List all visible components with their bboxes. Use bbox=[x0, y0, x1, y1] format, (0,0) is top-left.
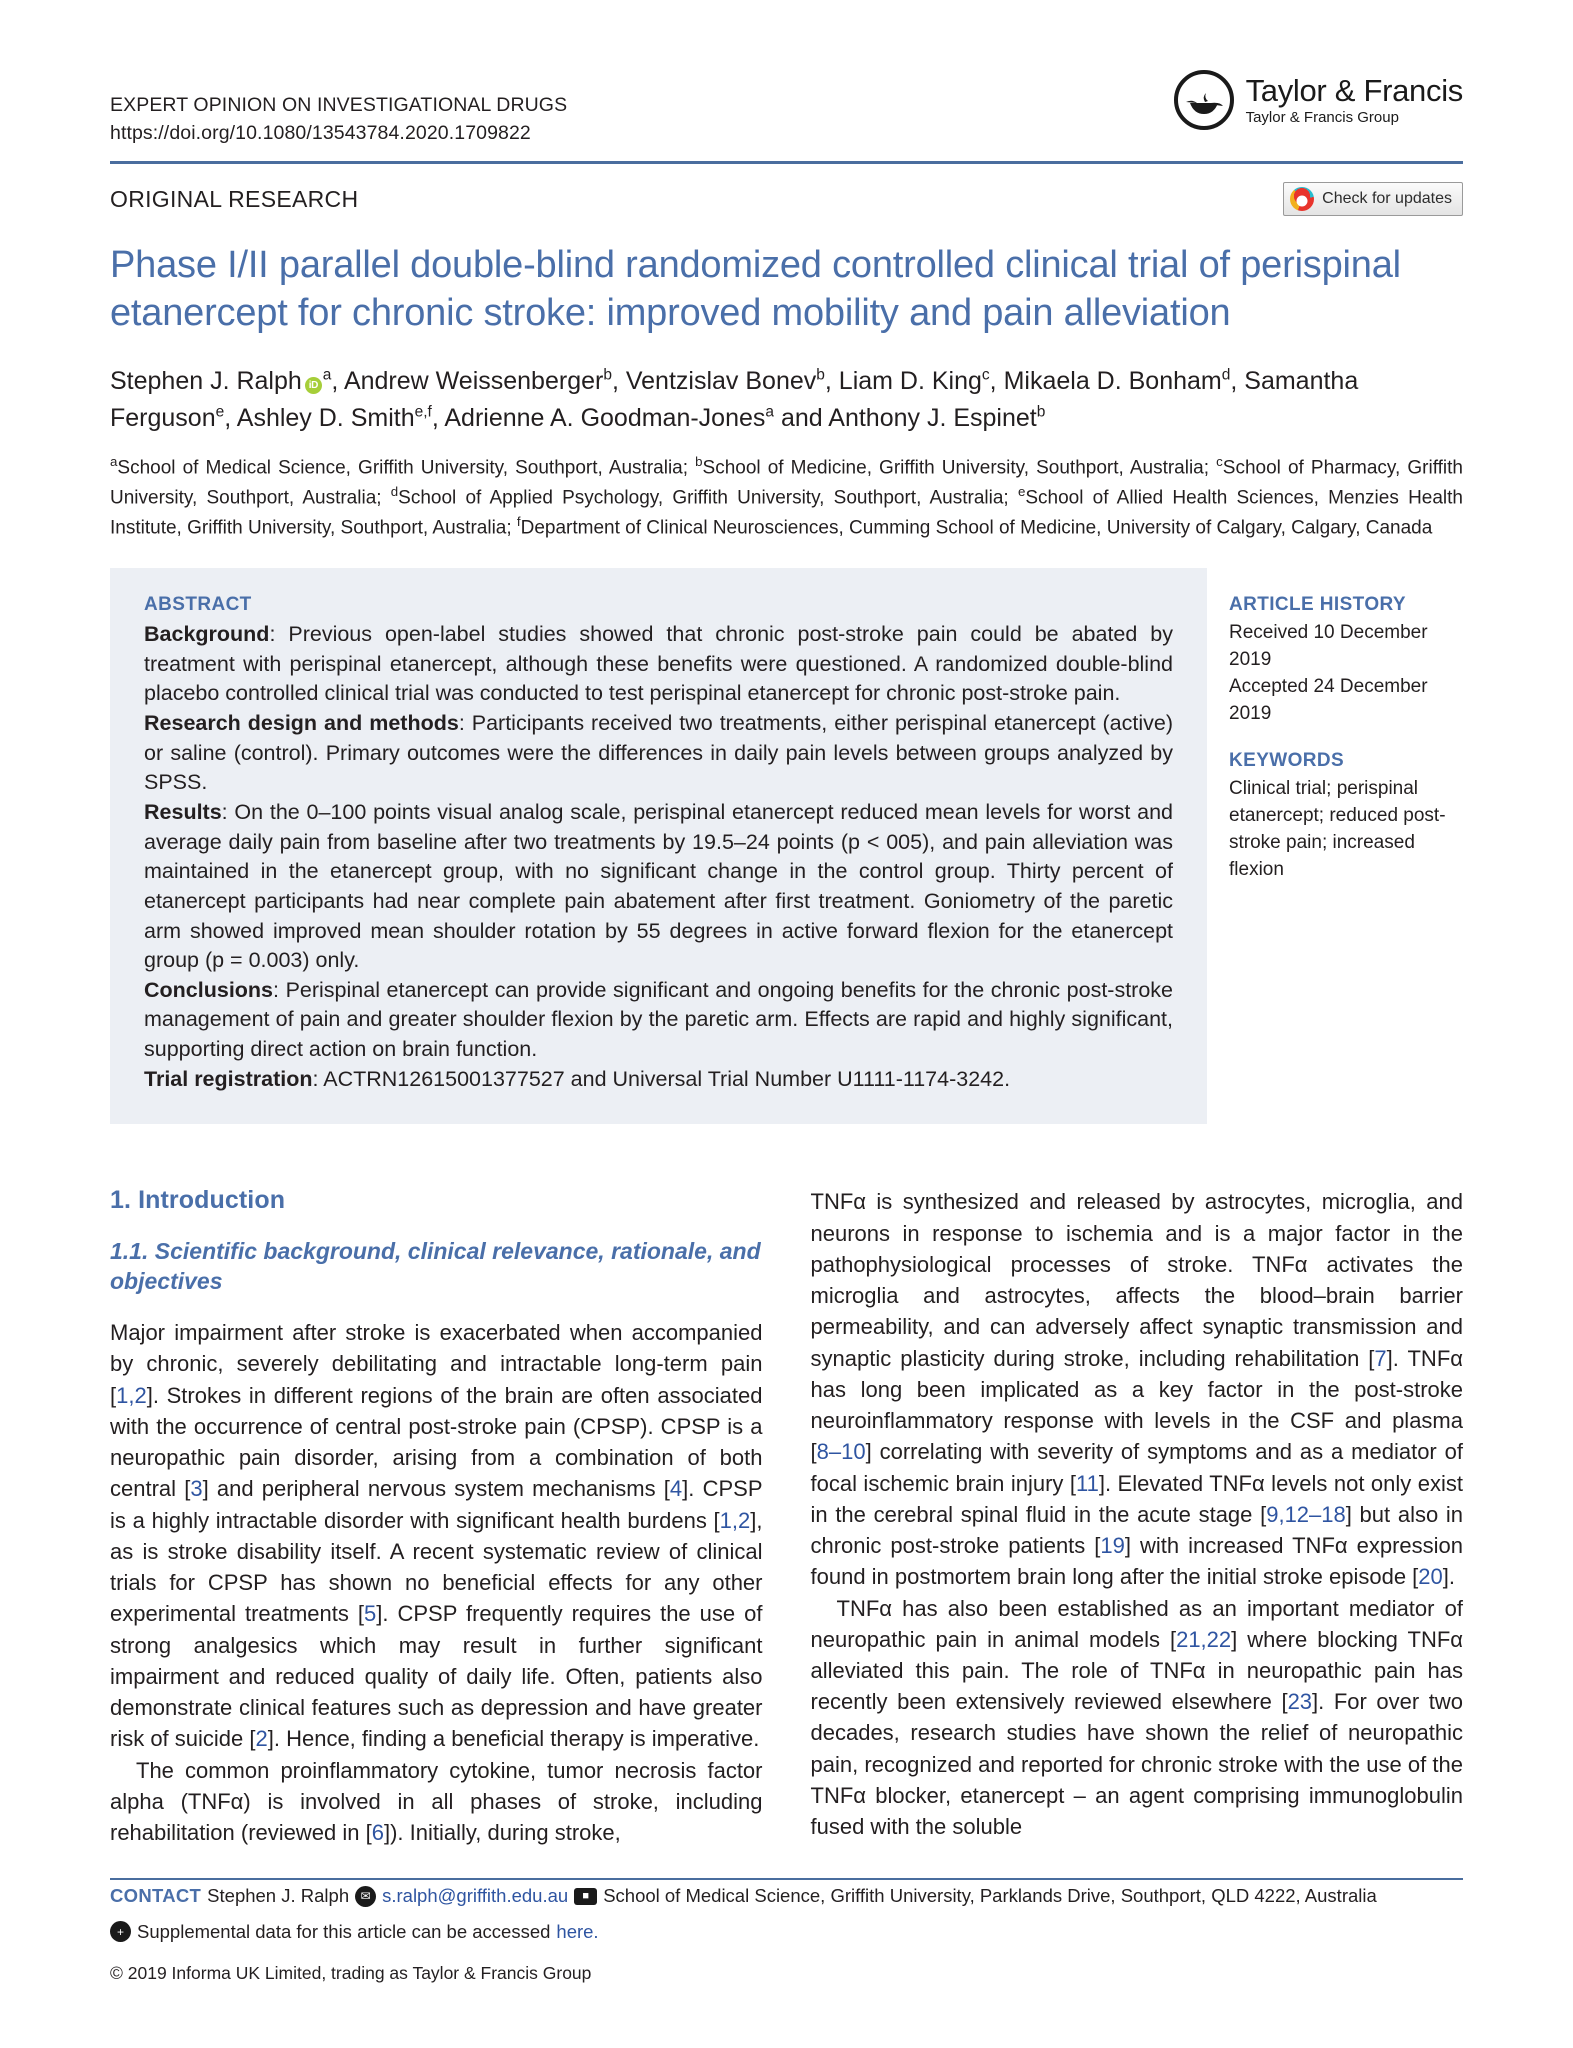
citation-link[interactable]: 7 bbox=[1374, 1345, 1387, 1371]
address-card-icon: ■ bbox=[574, 1888, 597, 1905]
journal-name: EXPERT OPINION ON INVESTIGATIONAL DRUGS bbox=[110, 94, 568, 116]
right-column bbox=[811, 1186, 1464, 1848]
contact-email[interactable]: s.ralph@griffith.edu.au bbox=[382, 1885, 569, 1907]
paragraph: The common proinflammatory cytokine, tumor necrosis factor alpha (TNFα) is involved in all phases of stroke, including rehabilitation (reviewed in [6]). Initially, during stroke, bbox=[110, 1757, 763, 1845]
article-type: ORIGINAL RESEARCH bbox=[110, 186, 359, 213]
citation-link[interactable]: 1,2 bbox=[116, 1382, 147, 1408]
contact-name: Stephen J. Ralph bbox=[207, 1885, 350, 1907]
sidebar-spacer bbox=[1229, 728, 1463, 750]
copyright-notice: © 2019 Informa UK Limited, trading as Taylor & Francis Group bbox=[110, 1962, 592, 1983]
footer-divider bbox=[110, 1878, 1463, 1880]
citation-link[interactable]: 1,2 bbox=[719, 1507, 751, 1533]
abstract-methods-label: Research design and methods bbox=[144, 710, 459, 735]
author-name: Ventzislav Bonev bbox=[625, 366, 817, 395]
publisher-group: Taylor & Francis Group bbox=[1245, 109, 1399, 126]
header-divider bbox=[110, 161, 1463, 164]
paragraph: TNFα is synthesized and released by astrocytes, microglia, and neurons in response to ischemia and is a major factor in the pathophysiological processes of stroke. TNFα activates the microglia and astrocytes, affects the blood–brain barrier permeability, and can adversely affect synaptic transmission and synaptic plasticity during stroke, including rehabilitation [7]. TNFα has long been implicated as a key factor in the post-stroke neuroinflammatory response with levels in the CSF and plasma [8–10] correlating with severity of symptoms and as a mediator of focal ischemic brain injury [11]. Elevated TNFα levels not only exist in the cerebral spinal fluid in the acute stage [9,12–18] but also in chronic post-stroke patients [19] with increased TNFα expression found in postmortem brain long after the initial stroke episode [20]. bbox=[810, 1189, 1464, 1590]
keywords-list: Clinical trial; perispinal etanercept; reduced post-stroke pain; increased flexion bbox=[1229, 777, 1446, 880]
author-name: Anthony J. Espinet bbox=[828, 403, 1037, 432]
oil-lamp-icon bbox=[1174, 70, 1234, 130]
abstract-trial-label: Trial registration bbox=[144, 1066, 313, 1091]
taylor-francis-logo bbox=[1174, 70, 1463, 130]
keywords-heading: KEYWORDS bbox=[1229, 749, 1345, 771]
orcid-icon[interactable]: iD bbox=[305, 377, 322, 394]
author-name: Mikaela D. Bonham bbox=[1003, 366, 1222, 395]
subsection-heading-background: 1.1. Scientific background, clinical relevance, rationale, and objectives bbox=[110, 1238, 761, 1295]
crossmark-icon bbox=[1290, 187, 1314, 211]
paragraph: TNFα has also been established as an important mediator of neuropathic pain in animal models [21,22] where blocking TNFα alleviated this pain. The role of TNFα in neuropathic pain has recently been extensively reviewed elsewhere [23]. For over two decades, research studies have shown the relief of neuropathic pain, recognized and reported for chronic stroke with the use of the TNFα blocker, etanercept – an agent comprising immunoglobulin fused with the soluble bbox=[810, 1595, 1464, 1840]
author-list: Stephen J. Ralph $iD^a$, Andrew Weissenberger$^b$, Ventzislav Bonev$^b$, Liam D. King$^c$, Mikaela D. Bonham$^d$, Samantha Ferguson$^e$, Ashley D. Smith$^{e,f}$, Adrienne A. Goodman-Jones$^a$ and Anthony J. Espinet$^b$ bbox=[110, 366, 1359, 432]
article-history-heading: ARTICLE HISTORY bbox=[1229, 593, 1407, 615]
abstract-panel bbox=[110, 568, 1207, 1125]
citation-link[interactable]: 4 bbox=[669, 1476, 683, 1502]
section-heading-introduction: 1. Introduction bbox=[110, 1186, 286, 1215]
contact-address: School of Medical Science, Griffith University, Parklands Drive, Southport, QLD 4222, Australia bbox=[603, 1885, 1377, 1907]
author-name: Andrew Weissenberger bbox=[343, 366, 604, 395]
received-date: Received 10 December 2019 bbox=[1229, 621, 1428, 670]
citation-link[interactable]: 8–10 bbox=[816, 1439, 866, 1465]
citation-link[interactable]: 5 bbox=[364, 1601, 377, 1627]
citation-link[interactable]: 9,12–18 bbox=[1266, 1501, 1346, 1527]
author-name: Liam D. King bbox=[838, 366, 982, 395]
left-column bbox=[110, 1186, 763, 1848]
abstract-conclusions-text: : Perispinal etanercept can provide significant and ongoing benefits for the chronic post-stroke management of pain and greater shoulder flexion by the paretic arm. Effects are rapid and highly significant, supporting direct action on brain function. bbox=[144, 977, 1173, 1062]
abstract-trial-text: : ACTRN12615001377527 and Universal Trial Number U1111-1174-3242. bbox=[312, 1066, 1011, 1091]
body-columns bbox=[110, 1186, 1463, 1848]
footer bbox=[110, 1882, 1463, 1986]
abstract-methods-text: : Participants received two treatments, either perispinal etanercept (active) or saline (control). Primary outcomes were the differences in daily pain levels between groups analyzed by SPSS. bbox=[144, 710, 1173, 795]
paragraph: Major impairment after stroke is exacerbated when accompanied by chronic, severely debilitating and intractable long-term pain [1,2]. Strokes in different regions of the brain are often associated with the occurrence of central post-stroke pain (CPSP). CPSP is a neuropathic pain disorder, arising from a combination of both central [3] and peripheral nervous system mechanisms [4]. CPSP is a highly intractable disorder with significant health burdens [1,2], as is stroke disability itself. A recent systematic review of clinical trials for CPSP has shown no beneficial effects for any other experimental treatments [5]. CPSP frequently requires the use of strong analgesics which may result in further significant impairment and reduced quality of daily life. Often, patients also demonstrate clinical features such as depression and have greater risk of suicide [2]. Hence, finding a beneficial therapy is imperative. bbox=[110, 1320, 763, 1752]
citation-link[interactable]: 20 bbox=[1418, 1564, 1443, 1590]
accepted-date: Accepted 24 December 2019 bbox=[1229, 675, 1428, 724]
article-meta-sidebar bbox=[1207, 568, 1463, 1125]
author-name: Stephen J. Ralph bbox=[110, 366, 302, 395]
crossmark-label: Check for updates bbox=[1322, 190, 1452, 208]
contact-label: CONTACT bbox=[110, 1885, 202, 1907]
abstract-block bbox=[110, 568, 1463, 1125]
supplemental-link[interactable]: here. bbox=[556, 1921, 599, 1942]
envelope-icon: ✉ bbox=[355, 1886, 376, 1907]
citation-link[interactable]: 21,22 bbox=[1176, 1626, 1232, 1652]
supplemental-text: Supplemental data for this article can be accessed bbox=[137, 1921, 551, 1942]
check-for-updates-badge[interactable] bbox=[1283, 182, 1463, 216]
author-name: Samantha Ferguson bbox=[110, 366, 1359, 432]
publisher-wordmark bbox=[1246, 75, 1463, 125]
running-head bbox=[110, 0, 1463, 147]
abstract-background-text: : Previous open-label studies showed that chronic post-stroke pain could be abated by treatment with perispinal etanercept, although these benefits were questioned. A randomized double-blind placebo controlled clinical trial was conducted to test perispinal etanercept for chronic post-stroke pain. bbox=[144, 621, 1173, 706]
journal-identity bbox=[110, 92, 567, 147]
author-name: Ashley D. Smith bbox=[236, 403, 415, 432]
author-name: Adrienne A. Goodman-Jones bbox=[444, 403, 766, 432]
citation-link[interactable]: 2 bbox=[255, 1726, 268, 1752]
supplemental-line bbox=[110, 1918, 1463, 1946]
contact-line bbox=[110, 1882, 1463, 1910]
affiliations: $^a$School of Medical Science, Griffith University, Southport, Australia; $^b$School of Medicine, Griffith University, Southport, Australia; $^c$School of Pharmacy, Griffith University, Southport, Australia; $^d$School of Applied Psychology, Griffith University, Southport, Australia; $^e$School of Allied Health Sciences, Menzies Health Institute, Griffith University, Southport, Australia; $^f$Department of Clinical Neurosciences, Cumming School of Medicine, University of Calgary, Calgary, Canada bbox=[110, 454, 1463, 539]
citation-link[interactable]: 6 bbox=[371, 1819, 384, 1845]
citation-link[interactable]: 11 bbox=[1076, 1470, 1099, 1496]
publisher-name: Taylor & Francis bbox=[1245, 73, 1463, 108]
supplemental-data-icon: + bbox=[110, 1921, 131, 1942]
abstract-text bbox=[144, 620, 1173, 1095]
abstract-background-label: Background bbox=[144, 621, 270, 646]
abstract-conclusions-label: Conclusions bbox=[144, 977, 274, 1002]
doi-link[interactable]: https://doi.org/10.1080/13543784.2020.1709822 bbox=[110, 121, 531, 144]
abstract-results-label: Results bbox=[144, 799, 222, 824]
abstract-results-text: : On the 0–100 points visual analog scale, perispinal etanercept reduced mean levels for worst and average daily pain from baseline after two treatments by 19.5–24 points (p < 005), and pain alleviation was maintained in the etanercept group, with no significant change in the control group. Thirty percent of etanercept participants had near complete pain abatement after first treatment. Goniometry of the paretic arm showed improved mean shoulder rotation by 55 degrees in active forward flexion for the etanercept group (p = 0.003) only. bbox=[144, 799, 1173, 973]
abstract-heading: ABSTRACT bbox=[144, 593, 252, 615]
article-type-row bbox=[110, 186, 1463, 216]
citation-link[interactable]: 3 bbox=[190, 1476, 203, 1502]
citation-link[interactable]: 19 bbox=[1100, 1533, 1125, 1559]
page-title: Phase I/II parallel double-blind randomized controlled clinical trial of perispinal etanercept for chronic stroke: improved mobility and pain alleviation bbox=[110, 244, 1401, 334]
citation-link[interactable]: 23 bbox=[1287, 1689, 1313, 1715]
